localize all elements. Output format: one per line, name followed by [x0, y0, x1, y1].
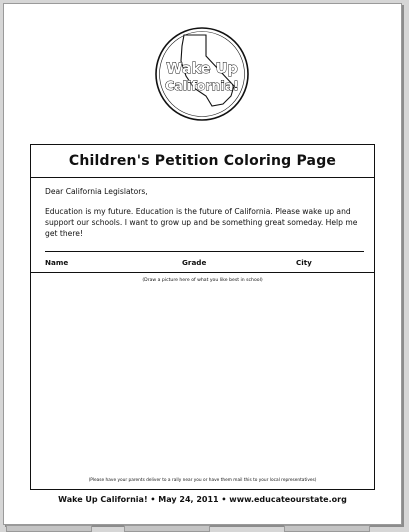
- name-field-label: Name: [45, 258, 69, 267]
- letter-body: Education is my future. Education is the future of California. Please wake up and support our schools. I want to grow up and be something great someday. Help me get there!: [45, 207, 358, 238]
- logo-line2: California!: [165, 78, 239, 93]
- scrollbar-stub-right[interactable]: [284, 525, 370, 532]
- scrollbar-stub-left[interactable]: [6, 525, 92, 532]
- california-map-icon: [154, 26, 250, 122]
- petition-frame: [30, 144, 375, 490]
- page-title: Children's Petition Coloring Page: [31, 145, 374, 178]
- drawing-instruction: (Draw a picture here of what you like best in school): [142, 278, 263, 283]
- scrollbar-stub-middle[interactable]: [124, 525, 210, 532]
- document-page: [3, 3, 402, 525]
- logo-line1: Wake Up: [166, 61, 238, 77]
- parent-delivery-note: (Please have your parents deliver to a rally near you or have them mail this to your local representatives): [88, 478, 317, 483]
- signature-line: [45, 251, 364, 252]
- wake-up-california-logo: [154, 26, 250, 122]
- drawing-area-top-border: [31, 272, 374, 273]
- grade-field-label: Grade: [182, 258, 207, 267]
- page-footer: Wake Up California! • May 24, 2011 • www.educateourstate.org: [58, 495, 347, 504]
- letter-salutation: Dear California Legislators,: [45, 187, 148, 196]
- city-field-label: City: [296, 258, 312, 267]
